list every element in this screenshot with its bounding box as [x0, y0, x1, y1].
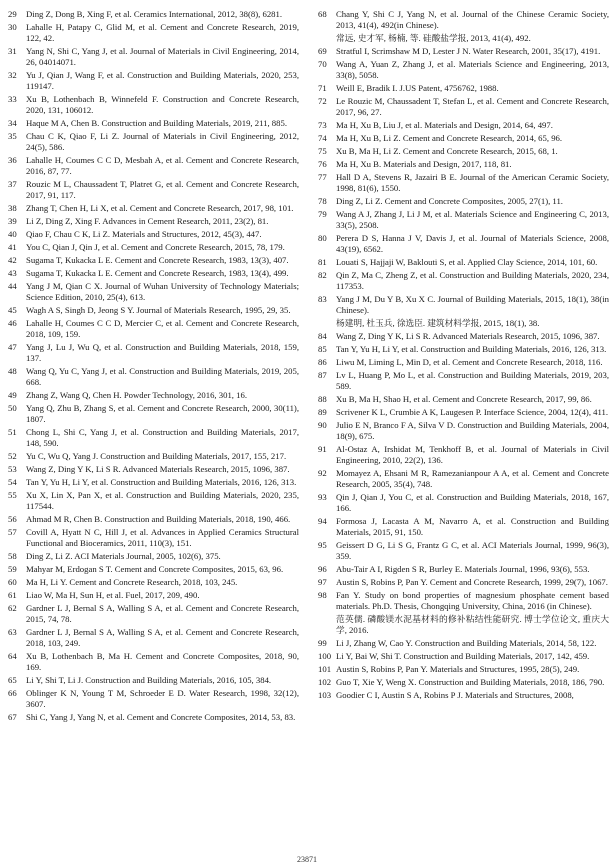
- reference-number: 71: [318, 83, 327, 93]
- reference-number: 65: [8, 675, 17, 685]
- reference-number: 62: [8, 603, 17, 613]
- reference-text: Li Y, Bai W, Shi T. Construction and Building Materials, 2017, 142, 459.: [336, 651, 590, 661]
- reference-item: [8, 590, 299, 601]
- reference-number: 72: [318, 96, 327, 106]
- reference-text: Liao W, Ma H, Sun H, et al. Fuel, 2017, 209, 490.: [26, 590, 200, 600]
- reference-number: 44: [8, 281, 17, 291]
- reference-number: 83: [318, 294, 327, 304]
- reference-number: 43: [8, 268, 17, 278]
- reference-number: 99: [318, 638, 327, 648]
- reference-text: Momayez A, Ehsani M R, Ramezanianpour A A, et al. Cement and Concrete Research, 2005, 35(4), 748.: [336, 468, 609, 489]
- reference-item: [318, 614, 609, 636]
- reference-item: [318, 120, 609, 131]
- reference-item: [318, 590, 609, 612]
- reference-number: 87: [318, 370, 327, 380]
- reference-item: [8, 22, 299, 44]
- reference-number: 76: [318, 159, 327, 169]
- reference-text: Li Y, Shi T, Li J. Construction and Building Materials, 2016, 105, 384.: [26, 675, 272, 685]
- reference-text: Goodier C I, Austin S A, Robins P J. Materials and Structures, 2008,: [336, 690, 574, 700]
- reference-item: [318, 133, 609, 144]
- reference-text: Xu B, Lothenbach B, Ma H. Cement and Concrete Composites, 2018, 90, 169.: [26, 651, 299, 672]
- reference-number: 96: [318, 564, 327, 574]
- reference-number: 95: [318, 540, 327, 550]
- reference-number: 37: [8, 179, 17, 189]
- reference-number: 67: [8, 712, 17, 722]
- reference-text: Haque M A, Chen B. Construction and Building Materials, 2019, 211, 885.: [26, 118, 288, 128]
- reference-number: 88: [318, 394, 327, 404]
- reference-text: Xu B, Lothenbach B, Winnefeld F. Construction and Concrete Research, 2020, 131, 106012.: [26, 94, 299, 115]
- reference-item: [318, 468, 609, 490]
- reference-number: 79: [318, 209, 327, 219]
- reference-text: Wang A, Yuan Z, Zhang J, et al. Materials Science and Engineering, 2013, 33(8), 5058.: [336, 59, 609, 80]
- reference-number: 63: [8, 627, 17, 637]
- reference-number: 103: [318, 690, 332, 700]
- reference-number: 29: [8, 9, 17, 19]
- reference-number: 78: [318, 196, 327, 206]
- reference-text: Austin S, Robins P, Pan Y. Materials and Structures, 1995, 28(5), 249.: [336, 664, 580, 674]
- reference-item: [8, 46, 299, 68]
- reference-item: [318, 664, 609, 675]
- reference-text: Lahalle H, Patapy C, Glid M, et al. Cement and Concrete Research, 2019, 122, 42.: [26, 22, 299, 43]
- reference-item: [318, 96, 609, 118]
- reference-text: Zhang Z, Wang Q, Chen H. Powder Technology, 2016, 301, 16.: [26, 390, 247, 400]
- reference-number: 64: [8, 651, 17, 661]
- reference-number: 73: [318, 120, 327, 130]
- reference-item: [8, 403, 299, 425]
- reference-number: 84: [318, 331, 327, 341]
- reference-item: [318, 196, 609, 207]
- reference-item: [8, 651, 299, 673]
- reference-number: 36: [8, 155, 17, 165]
- reference-number: 53: [8, 464, 17, 474]
- reference-number: 66: [8, 688, 17, 698]
- reference-text: Yu C, Wu Q, Yang J. Construction and Building Materials, 2017, 155, 217.: [26, 451, 287, 461]
- reference-number: 98: [318, 590, 327, 600]
- reference-number: 49: [8, 390, 17, 400]
- reference-text: Qin J, Qian J, You C, et al. Construction and Building Materials, 2018, 167, 166.: [336, 492, 609, 513]
- reference-text: Julio E N, Branco F A, Silva V D. Construction and Building Materials, 2004, 18(9), 675.: [336, 420, 609, 441]
- reference-item: [318, 294, 609, 316]
- page-number: 23871: [297, 856, 317, 863]
- reference-item: [318, 331, 609, 342]
- reference-item: [8, 70, 299, 92]
- reference-item: [8, 688, 299, 710]
- reference-item: [8, 242, 299, 253]
- reference-text: Louati S, Hajjaji W, Baklouti S, et al. Applied Clay Science, 2014, 101, 60.: [336, 257, 598, 267]
- reference-number: 85: [318, 344, 327, 354]
- references-left-column: [8, 9, 299, 725]
- reference-number: 30: [8, 22, 17, 32]
- reference-number: 70: [318, 59, 327, 69]
- reference-text: Wagh A S, Singh D, Jeong S Y. Journal of Materials Research, 1995, 29, 35.: [26, 305, 291, 315]
- reference-text: Geissert D G, Li S G, Frantz G C, et al. ACI Materials Journal, 1999, 96(3), 359.: [336, 540, 609, 561]
- reference-number: 32: [8, 70, 17, 80]
- reference-text: Li J, Zhang W, Cao Y. Construction and Building Materials, 2014, 58, 122.: [336, 638, 597, 648]
- reference-number: 100: [318, 651, 332, 661]
- reference-number: 34: [8, 118, 17, 128]
- reference-item: [8, 342, 299, 364]
- reference-text: Liwu M, Liming L, Min D, et al. Cement and Concrete Research, 2018, 116.: [336, 357, 603, 367]
- reference-item: [8, 118, 299, 129]
- reference-text: Wang Q, Yu C, Yang J, et al. Construction and Building Materials, 2019, 205, 668.: [26, 366, 299, 387]
- reference-text: Ding Z, Li Z. ACI Materials Journal, 2005, 102(6), 375.: [26, 551, 221, 561]
- reference-text: Yang J M, Du Y B, Xu X C. Journal of Building Materials, 2015, 18(1), 38(in Chinese).: [336, 294, 609, 315]
- reference-number: 33: [8, 94, 17, 104]
- reference-text: Yu J, Qian J, Wang F, et al. Construction and Building Materials, 2020, 253, 119147.: [26, 70, 299, 91]
- reference-item: [318, 690, 609, 701]
- reference-number: 89: [318, 407, 327, 417]
- reference-number: 60: [8, 577, 17, 587]
- reference-item: [318, 257, 609, 268]
- reference-item: [8, 564, 299, 575]
- reference-text: Ding Z, Dong B, Xing F, et al. Ceramics International, 2012, 38(8), 6281.: [26, 9, 283, 19]
- reference-text: Ma H, Li Y. Cement and Concrete Research, 2018, 103, 245.: [26, 577, 238, 587]
- reference-text: Shi C, Yang J, Yang N, et al. Cement and Concrete Composites, 2014, 53, 83.: [26, 712, 296, 722]
- reference-item: [318, 407, 609, 418]
- reference-text: Ma H, Xu B. Materials and Design, 2017, 118, 81.: [336, 159, 512, 169]
- reference-text: Xu B, Ma H, Shao H, et al. Cement and Concrete Research, 2017, 99, 86.: [336, 394, 592, 404]
- reference-item: [8, 551, 299, 562]
- reference-text: Austin S, Robins P, Pan Y. Cement and Concrete Research, 1999, 29(7), 1067.: [336, 577, 608, 587]
- reference-item: [318, 651, 609, 662]
- reference-text: Tan Y, Yu H, Li Y, et al. Construction and Building Materials, 2016, 126, 313.: [26, 477, 297, 487]
- reference-text: Yang J, Lu J, Wu Q, et al. Construction and Building Materials, 2018, 159, 137.: [26, 342, 299, 363]
- reference-text: Le Rouzic M, Chaussadent T, Stefan L, et al. Cement and Concrete Research, 2017, 96, 27.: [336, 96, 609, 117]
- reference-text: Weill E, Bradik I. J.US Patent, 4756762, 1988.: [336, 83, 499, 93]
- reference-item: [318, 159, 609, 170]
- reference-text: Gardner L J, Bernal S A, Walling S A, et al. Cement and Concrete Research, 2018, 103, 249.: [26, 627, 299, 648]
- reference-item: [8, 203, 299, 214]
- reference-text: Mahyar M, Erdogan S T. Cement and Concrete Composites, 2015, 63, 96.: [26, 564, 284, 574]
- reference-text: Lahalle H, Coumes C C D, Mercier C, et al. Cement and Concrete Research, 2018, 109, 159.: [26, 318, 299, 339]
- reference-number: 97: [318, 577, 327, 587]
- reference-item: [8, 281, 299, 303]
- reference-item: [318, 394, 609, 405]
- reference-text: Ma H, Xu B, Liu J, et al. Materials and Design, 2014, 64, 497.: [336, 120, 553, 130]
- reference-item: [8, 427, 299, 449]
- reference-item: [318, 146, 609, 157]
- reference-text: Chong L, Shi C, Yang J, et al. Construction and Building Materials, 2017, 148, 590.: [26, 427, 299, 448]
- reference-number: 102: [318, 677, 332, 687]
- reference-item: [8, 179, 299, 201]
- reference-item: [318, 83, 609, 94]
- reference-text: Wang Z, Ding Y K, Li S R. Advanced Materials Research, 2015, 1096, 387.: [26, 464, 290, 474]
- reference-number: 45: [8, 305, 17, 315]
- reference-text: Ahmad M R, Chen B. Construction and Building Materials, 2018, 190, 466.: [26, 514, 291, 524]
- reference-text: 常远, 史才军, 杨楠, 等. 硅酸盐学报, 2013, 41(4), 492.: [336, 33, 531, 43]
- reference-item: [8, 268, 299, 279]
- reference-text: Qin Z, Ma C, Zheng Z, et al. Construction and Building Materials, 2020, 234, 117353.: [336, 270, 609, 291]
- reference-item: [318, 420, 609, 442]
- reference-text: Zhang T, Chen H, Li X, et al. Cement and Concrete Research, 2017, 98, 101.: [26, 203, 294, 213]
- reference-number: 54: [8, 477, 17, 487]
- reference-item: [8, 514, 299, 525]
- reference-item: [318, 46, 609, 57]
- reference-number: 39: [8, 216, 17, 226]
- reference-number: 31: [8, 46, 17, 56]
- reference-item: [8, 627, 299, 649]
- reference-number: 101: [318, 664, 332, 674]
- reference-number: 93: [318, 492, 327, 502]
- reference-text: Ding Z, Li Z. Cement and Concrete Composites, 2005, 27(1), 11.: [336, 196, 563, 206]
- reference-text: Sugama T, Kukacka L E. Cement and Concrete Research, 1983, 13(3), 407.: [26, 255, 289, 265]
- reference-item: [8, 229, 299, 240]
- reference-text: Xu X, Lin X, Pan X, et al. Construction and Building Materials, 2020, 235, 117544.: [26, 490, 299, 511]
- reference-item: [318, 444, 609, 466]
- reference-item: [8, 9, 299, 20]
- reference-item: [8, 675, 299, 686]
- reference-text: Covill A, Hyatt N C, Hill J, et al. Advances in Applied Ceramics Structural Functional and Bioceramics, 2011, 110(3), 151.: [26, 527, 299, 548]
- reference-item: [8, 464, 299, 475]
- reference-item: [8, 577, 299, 588]
- reference-text: Hall D A, Stevens R, Jazairi B E. Journal of the American Ceramic Society, 1998, 81(6), 1550.: [336, 172, 609, 193]
- reference-text: Al-Ostaz A, Irshidat M, Tenkhoff B, et al. Journal of Materials in Civil Engineering, 2010, 22(2), 136.: [336, 444, 609, 465]
- reference-text: Ma H, Xu B, Li Z. Cement and Concrete Research, 2014, 65, 96.: [336, 133, 563, 143]
- reference-item: [8, 712, 299, 723]
- reference-text: Lv L, Huang P, Mo L, et al. Construction and Building Materials, 2019, 203, 589.: [336, 370, 609, 391]
- reference-item: [8, 603, 299, 625]
- reference-item: [8, 94, 299, 116]
- reference-text: Wang A J, Zhang J, Li J M, et al. Materials Science and Engineering C, 2013, 33(5), 2508.: [336, 209, 609, 230]
- reference-number: 58: [8, 551, 17, 561]
- reference-number: 42: [8, 255, 17, 265]
- reference-item: [318, 233, 609, 255]
- reference-number: 91: [318, 444, 327, 454]
- reference-number: 74: [318, 133, 327, 143]
- reference-text: Xu B, Ma H, Li Z. Cement and Concrete Research, 2015, 68, 1.: [336, 146, 558, 156]
- reference-text: Wang Z, Ding Y K, Li S R. Advanced Materials Research, 2015, 1096, 387.: [336, 331, 600, 341]
- reference-number: 69: [318, 46, 327, 56]
- reference-item: [318, 492, 609, 514]
- reference-number: 94: [318, 516, 327, 526]
- reference-item: [8, 255, 299, 266]
- reference-number: 82: [318, 270, 327, 280]
- reference-text: Scrivener K L, Crumbie A K, Laugesen P. Interface Science, 2004, 12(4), 411.: [336, 407, 609, 417]
- reference-item: [318, 9, 609, 31]
- reference-text: Guo T, Xie Y, Weng X. Construction and Building Materials, 2018, 186, 790.: [336, 677, 605, 687]
- reference-text: Lahalle H, Coumes C C D, Mesbah A, et al. Cement and Concrete Research, 2016, 87, 77.: [26, 155, 299, 176]
- reference-item: [318, 540, 609, 562]
- reference-item: [318, 357, 609, 368]
- reference-item: [318, 318, 609, 329]
- reference-item: [318, 577, 609, 588]
- reference-text: Perera D S, Hanna J V, Davis J, et al. Journal of Materials Science, 2008, 43(19), 6562.: [336, 233, 609, 254]
- reference-text: Qiao F, Chau C K, Li Z. Materials and Structures, 2012, 45(3), 447.: [26, 229, 262, 239]
- reference-item: [318, 516, 609, 538]
- reference-item: [8, 305, 299, 316]
- reference-text: You C, Qian J, Qin J, et al. Cement and Concrete Research, 2015, 78, 179.: [26, 242, 285, 252]
- reference-number: 35: [8, 131, 17, 141]
- reference-item: [318, 172, 609, 194]
- reference-text: Oblinger K N, Young T M, Schroeder E D. Water Research, 1998, 32(12), 3607.: [26, 688, 299, 709]
- reference-number: 77: [318, 172, 327, 182]
- reference-number: 51: [8, 427, 17, 437]
- reference-item: [318, 677, 609, 688]
- reference-text: Formosa J, Lacasta A M, Navarro A, et al. Construction and Building Materials, 2015, 91, 150.: [336, 516, 609, 537]
- reference-text: Abu-Tair A I, Rigden S R, Burley E. Materials Journal, 1996, 93(6), 553.: [336, 564, 590, 574]
- reference-number: 75: [318, 146, 327, 156]
- reference-number: 61: [8, 590, 17, 600]
- reference-item: [8, 490, 299, 512]
- reference-number: 59: [8, 564, 17, 574]
- reference-number: 48: [8, 366, 17, 376]
- reference-item: [318, 344, 609, 355]
- reference-text: Stratful I, Scrimshaw M D, Lester J N. Water Research, 2001, 35(17), 4191.: [336, 46, 601, 56]
- reference-number: 40: [8, 229, 17, 239]
- reference-item: [318, 209, 609, 231]
- reference-number: 68: [318, 9, 327, 19]
- reference-item: [8, 390, 299, 401]
- reference-text: 杨建明, 杜玉兵, 徐选臣. 建筑材料学报, 2015, 18(1), 38.: [336, 318, 540, 328]
- reference-number: 55: [8, 490, 17, 500]
- reference-text: Tan Y, Yu H, Li Y, et al. Construction and Building Materials, 2016, 126, 313.: [336, 344, 607, 354]
- reference-number: 86: [318, 357, 327, 367]
- reference-text: Yang N, Shi C, Yang J, et al. Journal of Materials in Civil Engineering, 2014, 26, 04014071.: [26, 46, 299, 67]
- reference-text: Fan Y. Study on bond properties of magnesium phosphate cement based materials. Ph.D. Thesis, Chongqing University, China, 2016 (in Chinese).: [336, 590, 609, 611]
- reference-item: [8, 131, 299, 153]
- reference-text: Yang J M, Qian C X. Journal of Wuhan University of Technology Materials; Science Edition, 2010, 25(4), 613.: [26, 281, 299, 302]
- reference-item: [8, 155, 299, 177]
- reference-number: 38: [8, 203, 17, 213]
- reference-item: [318, 638, 609, 649]
- reference-item: [8, 318, 299, 340]
- reference-number: 47: [8, 342, 17, 352]
- reference-text: Gardner L J, Bernal S A, Walling S A, et al. Cement and Concrete Research, 2015, 74, 78.: [26, 603, 299, 624]
- reference-text: Chang Y, Shi C J, Yang N, et al. Journal of the Chinese Ceramic Society, 2013, 41(4), 492(in Chinese).: [336, 9, 609, 30]
- reference-item: [318, 59, 609, 81]
- reference-item: [318, 564, 609, 575]
- reference-number: 92: [318, 468, 327, 478]
- reference-number: 46: [8, 318, 17, 328]
- reference-item: [8, 366, 299, 388]
- reference-text: Rouzic M L, Chaussadent T, Platret G, et al. Cement and Concrete Research, 2017, 91, 117.: [26, 179, 299, 200]
- reference-text: 范英儒. 磷酸镁水泥基材料的修补粘结性能研究. 博士学位论文, 重庆大学, 2016.: [336, 614, 609, 635]
- reference-item: [8, 216, 299, 227]
- reference-text: Sugama T, Kukacka L E. Cement and Concrete Research, 1983, 13(4), 499.: [26, 268, 289, 278]
- reference-number: 52: [8, 451, 17, 461]
- reference-number: 90: [318, 420, 327, 430]
- references-right-column: [318, 9, 609, 703]
- reference-item: [8, 477, 299, 488]
- reference-text: Li Z, Ding Z, Xing F. Advances in Cement Research, 2011, 23(2), 81.: [26, 216, 269, 226]
- reference-item: [318, 33, 609, 44]
- reference-number: 56: [8, 514, 17, 524]
- reference-text: Chau C K, Qiao F, Li Z. Journal of Materials in Civil Engineering, 2012, 24(5), 586.: [26, 131, 299, 152]
- reference-number: 41: [8, 242, 17, 252]
- reference-number: 57: [8, 527, 17, 537]
- reference-item: [8, 527, 299, 549]
- reference-text: Yang Q, Zhu B, Zhang S, et al. Cement and Concrete Research, 2000, 30(11), 1807.: [26, 403, 299, 424]
- reference-number: 50: [8, 403, 17, 413]
- reference-number: 80: [318, 233, 327, 243]
- reference-number: 81: [318, 257, 327, 267]
- reference-item: [8, 451, 299, 462]
- reference-item: [318, 370, 609, 392]
- reference-item: [318, 270, 609, 292]
